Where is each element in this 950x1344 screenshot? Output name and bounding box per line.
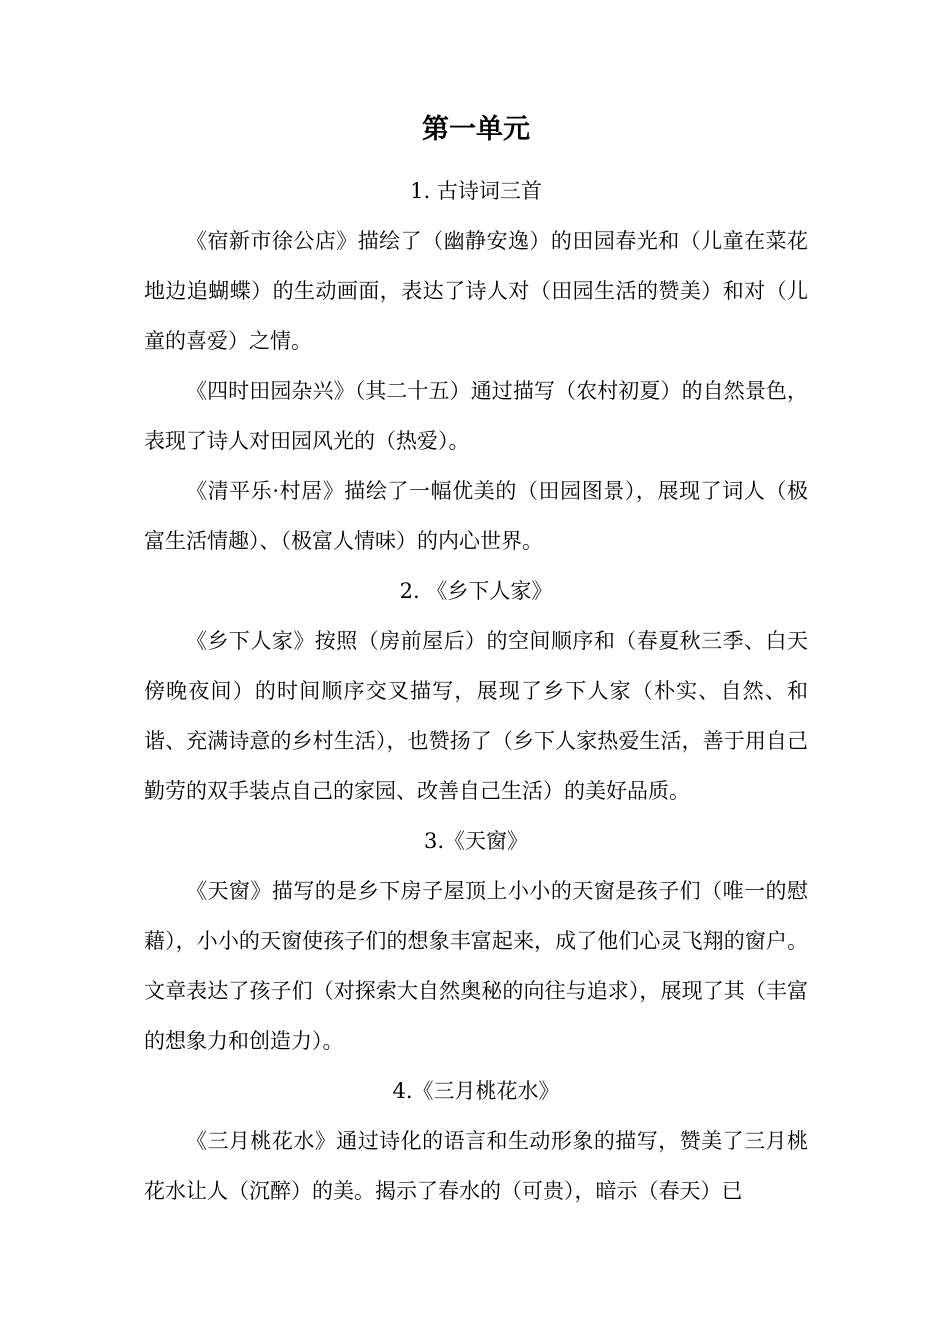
section-heading-1: 1. 古诗词三首 (410, 179, 542, 203)
paragraph-1-3: 《清平乐·村居》描绘了一幅优美的（田园图景），展现了词人（极富生活情趣）、（极富人情味）的内心世界。 (144, 479, 808, 553)
section-heading-3: 3.《天窗》 (423, 829, 529, 853)
section-heading-4: 4.《三月桃花水》 (392, 1079, 560, 1103)
paragraph-3-1: 《天窗》描写的是乡下房子屋顶上小小的天窗是孩子们（唯一的慰藉），小小的天窗使孩子们的想象丰富起来，成了他们心灵飞翔的窗户。文章表达了孩子们（对探索大自然奥秘的向往与追求），展现了其（丰富的想象力和创造力）。 (144, 879, 809, 1053)
unit-title: 第一单元 (422, 114, 530, 145)
section-heading-2: 2. 《乡下人家》 (399, 579, 553, 603)
paragraph-4-1: 《三月桃花水》通过诗化的语言和生动形象的描写，赞美了三月桃花水让人（沉醉）的美。揭示了春水的（可贵），暗示（春天）已 (144, 1129, 808, 1203)
paragraph-1-2: 《四时田园杂兴》（其二十五）通过描写（农村初夏）的自然景色，表现了诗人对田园风光的（热爱）。 (144, 379, 809, 453)
paragraph-2-1: 《乡下人家》按照（房前屋后）的空间顺序和（春夏秋三季、白天傍晚夜间）的时间顺序交叉描写，展现了乡下人家（朴实、自然、和谐、充满诗意的乡村生活），也赞扬了（乡下人家热爱生活，善于用自己勤劳的双手装点自己的家园、改善自己生活）的美好品质。 (144, 629, 809, 803)
document-content (144, 166, 808, 1216)
paragraph-1-1: 《宿新市徐公店》描绘了（幽静安逸）的田园春光和（儿童在菜花地边追蝴蝶）的生动画面，表达了诗人对（田园生活的赞美）和对（儿童的喜爱）之情。 (144, 229, 809, 353)
